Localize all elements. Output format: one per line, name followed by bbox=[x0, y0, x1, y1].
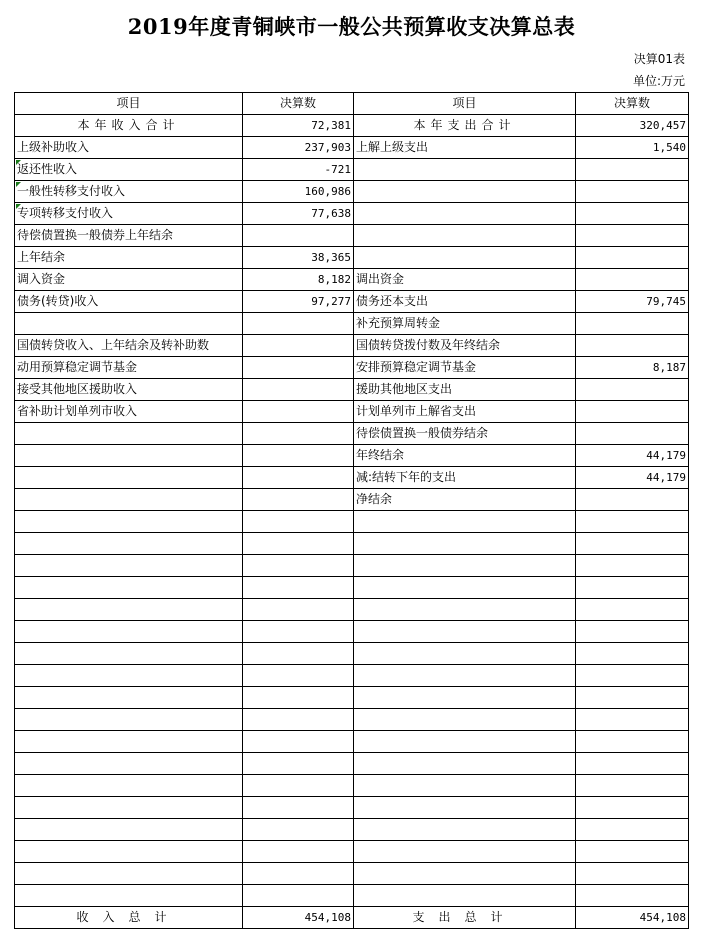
income-amount bbox=[243, 885, 354, 907]
expense-item bbox=[354, 819, 576, 841]
income-amount bbox=[243, 665, 354, 687]
income-item bbox=[15, 577, 243, 599]
expense-item bbox=[354, 753, 576, 775]
income-item: 动用预算稳定调节基金 bbox=[15, 357, 243, 379]
expense-amount bbox=[576, 885, 689, 907]
table-row bbox=[15, 159, 689, 181]
expense-amount bbox=[576, 181, 689, 203]
empty-row bbox=[15, 775, 689, 797]
expense-amount bbox=[576, 797, 689, 819]
income-item: 专项转移支付收入 bbox=[15, 203, 243, 225]
income-item bbox=[15, 731, 243, 753]
income-item bbox=[15, 313, 243, 335]
totals-row bbox=[15, 907, 689, 929]
expense-amount bbox=[576, 555, 689, 577]
empty-row bbox=[15, 643, 689, 665]
header-amount: 决算数 bbox=[243, 93, 354, 115]
expense-amount bbox=[576, 225, 689, 247]
form-code: 决算01表 bbox=[633, 52, 685, 66]
table-row bbox=[15, 379, 689, 401]
income-item bbox=[15, 687, 243, 709]
income-item: 债务(转贷)收入 bbox=[15, 291, 243, 313]
expense-amount bbox=[576, 203, 689, 225]
income-amount: 97,277 bbox=[243, 291, 354, 313]
expense-amount bbox=[576, 269, 689, 291]
income-item bbox=[15, 555, 243, 577]
expense-item bbox=[354, 555, 576, 577]
expense-item bbox=[354, 159, 576, 181]
expense-item bbox=[354, 533, 576, 555]
income-item bbox=[15, 599, 243, 621]
empty-row bbox=[15, 819, 689, 841]
table-row bbox=[15, 467, 689, 489]
expense-total-amount: 454,108 bbox=[576, 907, 689, 929]
expense-amount bbox=[576, 599, 689, 621]
page-title: 2019年度青铜峡市一般公共预算收支决算总表 bbox=[127, 14, 576, 39]
expense-item bbox=[354, 203, 576, 225]
empty-row bbox=[15, 885, 689, 907]
empty-row bbox=[15, 797, 689, 819]
income-amount bbox=[243, 445, 354, 467]
expense-amount bbox=[576, 709, 689, 731]
table-row bbox=[15, 225, 689, 247]
expense-amount: 320,457 bbox=[576, 115, 689, 137]
income-item bbox=[15, 423, 243, 445]
expense-item: 待偿债置换一般债券结余 bbox=[354, 423, 576, 445]
expense-amount bbox=[576, 401, 689, 423]
expense-item bbox=[354, 863, 576, 885]
expense-amount bbox=[576, 533, 689, 555]
income-amount bbox=[243, 467, 354, 489]
expense-item bbox=[354, 577, 576, 599]
expense-amount bbox=[576, 313, 689, 335]
expense-total-label: 支出总计 bbox=[354, 907, 576, 929]
income-item bbox=[15, 863, 243, 885]
income-item: 国债转贷收入、上年结余及转补助数 bbox=[15, 335, 243, 357]
income-item bbox=[15, 533, 243, 555]
table-row bbox=[15, 269, 689, 291]
income-amount bbox=[243, 225, 354, 247]
income-amount bbox=[243, 379, 354, 401]
expense-amount: 44,179 bbox=[576, 445, 689, 467]
expense-amount bbox=[576, 731, 689, 753]
empty-row bbox=[15, 687, 689, 709]
table-row bbox=[15, 313, 689, 335]
income-item: 上年结余 bbox=[15, 247, 243, 269]
expense-amount bbox=[576, 841, 689, 863]
expense-amount: 1,540 bbox=[576, 137, 689, 159]
table-row bbox=[15, 115, 689, 137]
empty-row bbox=[15, 533, 689, 555]
income-amount bbox=[243, 511, 354, 533]
income-amount bbox=[243, 753, 354, 775]
expense-item: 安排预算稳定调节基金 bbox=[354, 357, 576, 379]
income-amount: 77,638 bbox=[243, 203, 354, 225]
expense-item: 补充预算周转金 bbox=[354, 313, 576, 335]
income-amount: 72,381 bbox=[243, 115, 354, 137]
expense-amount bbox=[576, 511, 689, 533]
expense-item bbox=[354, 775, 576, 797]
income-item: 接受其他地区援助收入 bbox=[15, 379, 243, 401]
empty-row bbox=[15, 709, 689, 731]
empty-row bbox=[15, 599, 689, 621]
empty-row bbox=[15, 863, 689, 885]
expense-amount bbox=[576, 665, 689, 687]
income-item: 一般性转移支付收入 bbox=[15, 181, 243, 203]
empty-row bbox=[15, 577, 689, 599]
income-item bbox=[15, 445, 243, 467]
income-amount bbox=[243, 335, 354, 357]
income-amount bbox=[243, 555, 354, 577]
unit-label: 单位:万元 bbox=[632, 74, 685, 88]
expense-item bbox=[354, 511, 576, 533]
table-row bbox=[15, 445, 689, 467]
expense-amount bbox=[576, 247, 689, 269]
table-row bbox=[15, 181, 689, 203]
income-amount bbox=[243, 423, 354, 445]
empty-row bbox=[15, 753, 689, 775]
expense-amount bbox=[576, 753, 689, 775]
income-item: 待偿债置换一般债券上年结余 bbox=[15, 225, 243, 247]
expense-amount bbox=[576, 863, 689, 885]
income-item bbox=[15, 709, 243, 731]
expense-item bbox=[354, 841, 576, 863]
income-amount bbox=[243, 731, 354, 753]
income-item: 返还性收入 bbox=[15, 159, 243, 181]
expense-amount bbox=[576, 489, 689, 511]
expense-item bbox=[354, 687, 576, 709]
table-row bbox=[15, 335, 689, 357]
expense-amount: 79,745 bbox=[576, 291, 689, 313]
expense-item: 上解上级支出 bbox=[354, 137, 576, 159]
table-row bbox=[15, 489, 689, 511]
income-item: 上级补助收入 bbox=[15, 137, 243, 159]
income-item bbox=[15, 797, 243, 819]
table-row bbox=[15, 291, 689, 313]
income-amount bbox=[243, 797, 354, 819]
expense-item bbox=[354, 225, 576, 247]
expense-item bbox=[354, 797, 576, 819]
empty-row bbox=[15, 555, 689, 577]
expense-amount bbox=[576, 621, 689, 643]
income-item: 调入资金 bbox=[15, 269, 243, 291]
header-amount-2: 决算数 bbox=[576, 93, 689, 115]
expense-amount bbox=[576, 687, 689, 709]
table-row bbox=[15, 401, 689, 423]
income-amount bbox=[243, 841, 354, 863]
expense-amount bbox=[576, 577, 689, 599]
expense-item bbox=[354, 665, 576, 687]
budget-table bbox=[14, 92, 689, 929]
expense-amount bbox=[576, 819, 689, 841]
expense-item bbox=[354, 181, 576, 203]
expense-item: 减:结转下年的支出 bbox=[354, 467, 576, 489]
expense-item bbox=[354, 621, 576, 643]
expense-item: 国债转贷拨付数及年终结余 bbox=[354, 335, 576, 357]
income-amount bbox=[243, 577, 354, 599]
header-row bbox=[15, 93, 689, 115]
income-amount bbox=[243, 533, 354, 555]
income-amount bbox=[243, 709, 354, 731]
empty-row bbox=[15, 511, 689, 533]
income-amount bbox=[243, 621, 354, 643]
header-item: 项目 bbox=[15, 93, 243, 115]
income-item bbox=[15, 643, 243, 665]
income-item bbox=[15, 819, 243, 841]
income-amount: 237,903 bbox=[243, 137, 354, 159]
income-amount bbox=[243, 643, 354, 665]
table-row bbox=[15, 137, 689, 159]
income-total-amount: 454,108 bbox=[243, 907, 354, 929]
income-amount bbox=[243, 313, 354, 335]
income-item bbox=[15, 621, 243, 643]
income-item: 本年收入合计 bbox=[15, 115, 243, 137]
income-amount bbox=[243, 775, 354, 797]
expense-item bbox=[354, 643, 576, 665]
income-total-label: 收入总计 bbox=[15, 907, 243, 929]
income-item bbox=[15, 489, 243, 511]
income-amount bbox=[243, 863, 354, 885]
income-amount bbox=[243, 357, 354, 379]
table-row bbox=[15, 247, 689, 269]
table-row bbox=[15, 203, 689, 225]
empty-row bbox=[15, 841, 689, 863]
empty-row bbox=[15, 665, 689, 687]
expense-item: 本年支出合计 bbox=[354, 115, 576, 137]
expense-item bbox=[354, 247, 576, 269]
expense-amount bbox=[576, 159, 689, 181]
income-amount bbox=[243, 599, 354, 621]
expense-item: 年终结余 bbox=[354, 445, 576, 467]
income-amount: 8,182 bbox=[243, 269, 354, 291]
expense-item bbox=[354, 731, 576, 753]
income-amount: -721 bbox=[243, 159, 354, 181]
expense-amount: 8,187 bbox=[576, 357, 689, 379]
income-item bbox=[15, 885, 243, 907]
table-row bbox=[15, 357, 689, 379]
expense-item bbox=[354, 599, 576, 621]
income-amount bbox=[243, 489, 354, 511]
expense-item: 债务还本支出 bbox=[354, 291, 576, 313]
income-item bbox=[15, 511, 243, 533]
income-item bbox=[15, 841, 243, 863]
empty-row bbox=[15, 621, 689, 643]
expense-amount: 44,179 bbox=[576, 467, 689, 489]
empty-row bbox=[15, 731, 689, 753]
header-item-2: 项目 bbox=[354, 93, 576, 115]
expense-amount bbox=[576, 335, 689, 357]
income-amount bbox=[243, 819, 354, 841]
expense-amount bbox=[576, 379, 689, 401]
income-item bbox=[15, 665, 243, 687]
expense-amount bbox=[576, 423, 689, 445]
expense-item: 计划单列市上解省支出 bbox=[354, 401, 576, 423]
expense-item: 援助其他地区支出 bbox=[354, 379, 576, 401]
income-item bbox=[15, 467, 243, 489]
income-amount: 160,986 bbox=[243, 181, 354, 203]
income-item: 省补助计划单列市收入 bbox=[15, 401, 243, 423]
expense-item bbox=[354, 709, 576, 731]
expense-item: 净结余 bbox=[354, 489, 576, 511]
income-item bbox=[15, 753, 243, 775]
expense-item: 调出资金 bbox=[354, 269, 576, 291]
income-amount bbox=[243, 687, 354, 709]
expense-amount bbox=[576, 643, 689, 665]
table-row bbox=[15, 423, 689, 445]
expense-amount bbox=[576, 775, 689, 797]
income-amount bbox=[243, 401, 354, 423]
income-amount: 38,365 bbox=[243, 247, 354, 269]
expense-item bbox=[354, 885, 576, 907]
income-item bbox=[15, 775, 243, 797]
